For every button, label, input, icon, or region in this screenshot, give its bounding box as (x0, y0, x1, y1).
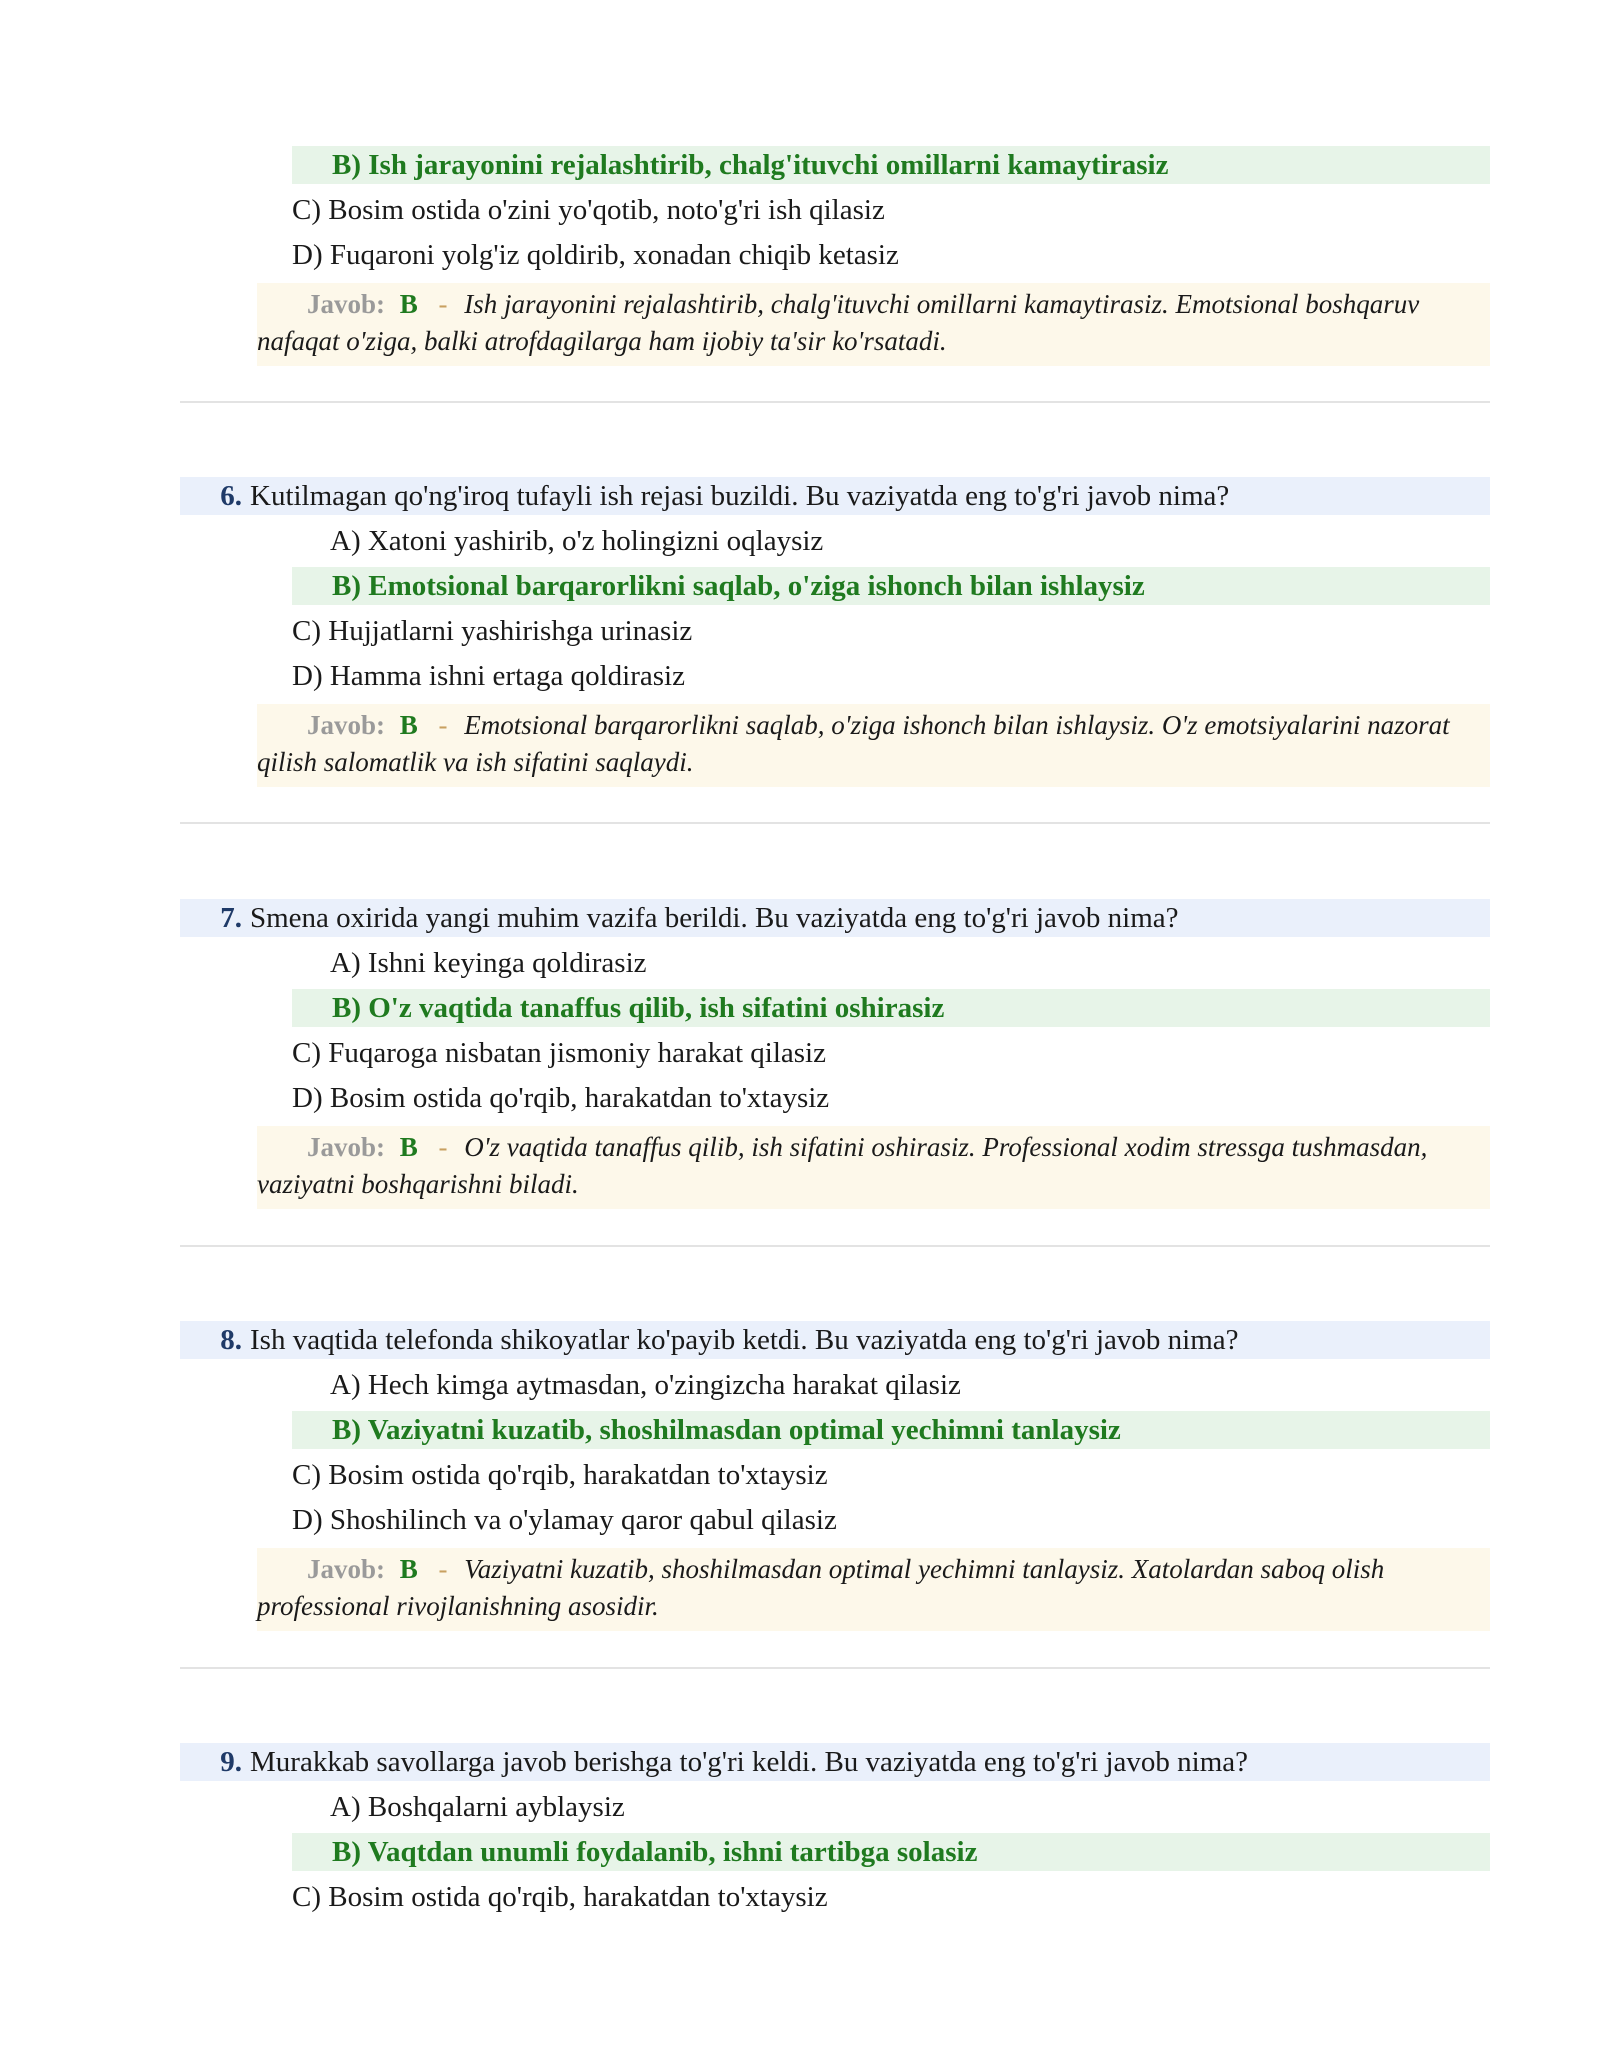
question-8 (180, 1321, 1490, 1359)
question-7 (180, 899, 1490, 937)
answer-label: Javob: (307, 1132, 386, 1162)
answer-box (257, 283, 1490, 366)
option-correct: B) Vaziyatni kuzatib, shoshilmasdan optimal yechimni tanlaysiz (292, 1411, 1490, 1449)
answer-label: Javob: (307, 1554, 386, 1584)
question-number: 7. (220, 902, 242, 934)
answer-dash: - (438, 1132, 448, 1162)
answer-dash: - (438, 289, 448, 319)
answer-dash: - (438, 710, 448, 740)
question-number: 9. (220, 1746, 242, 1778)
question-number: 8. (220, 1324, 242, 1356)
answer-explanation: Emotsional barqarorlikni saqlab, o'ziga ishonch bilan ishlaysiz. O'z emotsiyalarini nazorat qilish salomatlik va ish sifatini saqlaydi. (257, 710, 1450, 777)
divider (180, 1245, 1490, 1247)
option-correct: B) Ish jarayonini rejalashtirib, chalg'ituvchi omillarni kamaytirasiz (292, 146, 1490, 184)
answer-box (257, 704, 1490, 787)
answer-letter: B (399, 1132, 418, 1162)
answer-explanation: Ish jarayonini rejalashtirib, chalg'ituvchi omillarni kamaytirasiz. Emotsional boshqaruv nafaqat o'ziga, balki atrofdagilarga ham ijobiy ta'sir ko'rsatadi. (257, 289, 1420, 356)
question-number: 6. (220, 480, 242, 512)
option-correct: B) O'z vaqtida tanaffus qilib, ish sifatini oshirasiz (292, 989, 1490, 1027)
divider (180, 1667, 1490, 1669)
answer-label: Javob: (307, 710, 386, 740)
question-6 (180, 477, 1490, 515)
option: A) Xatoni yashirib, o'z holingizni oqlaysiz (330, 525, 824, 557)
option: D) Hamma ishni ertaga qoldirasiz (292, 660, 685, 692)
question-text: Smena oxirida yangi muhim vazifa berildi. Bu vaziyatda eng to'g'ri javob nima? (250, 902, 1179, 934)
option: C) Bosim ostida qo'rqib, harakatdan to'xtaysiz (292, 1881, 828, 1913)
option: A) Hech kimga aytmasdan, o'zingizcha harakat qilasiz (330, 1369, 961, 1401)
answer-letter: B (399, 289, 418, 319)
option: A) Ishni keyinga qoldirasiz (330, 947, 647, 979)
option: C) Bosim ostida o'zini yo'qotib, noto'g'ri ish qilasiz (292, 194, 885, 226)
answer-box (257, 1126, 1490, 1209)
answer-label: Javob: (307, 289, 386, 319)
answer-dash: - (438, 1554, 448, 1584)
option: C) Hujjatlarni yashirishga urinasiz (292, 615, 693, 647)
answer-letter: B (399, 710, 418, 740)
divider (180, 822, 1490, 824)
question-text: Kutilmagan qo'ng'iroq tufayli ish rejasi buzildi. Bu vaziyatda eng to'g'ri javob nima? (250, 480, 1230, 512)
option: D) Bosim ostida qo'rqib, harakatdan to'xtaysiz (292, 1082, 830, 1114)
option: D) Shoshilinch va o'ylamay qaror qabul qilasiz (292, 1504, 837, 1536)
question-text: Murakkab savollarga javob berishga to'g'ri keldi. Bu vaziyatda eng to'g'ri javob nima? (250, 1746, 1249, 1778)
question-text: Ish vaqtida telefonda shikoyatlar ko'payib ketdi. Bu vaziyatda eng to'g'ri javob nima? (250, 1324, 1239, 1356)
option: D) Fuqaroni yolg'iz qoldirib, xonadan chiqib ketasiz (292, 239, 899, 271)
option-correct: B) Emotsional barqarorlikni saqlab, o'ziga ishonch bilan ishlaysiz (292, 567, 1490, 605)
question-9 (180, 1743, 1490, 1781)
option: C) Fuqaroga nisbatan jismoniy harakat qilasiz (292, 1037, 826, 1069)
answer-explanation: O'z vaqtida tanaffus qilib, ish sifatini oshirasiz. Professional xodim stressga tushmasdan, vaziyatni boshqarishni biladi. (257, 1132, 1428, 1199)
divider (180, 401, 1490, 403)
option: C) Bosim ostida qo'rqib, harakatdan to'xtaysiz (292, 1459, 828, 1491)
answer-letter: B (399, 1554, 418, 1584)
answer-explanation: Vaziyatni kuzatib, shoshilmasdan optimal yechimni tanlaysiz. Xatolardan saboq olish professional rivojlanishning asosidir. (257, 1554, 1385, 1621)
option-correct: B) Vaqtdan unumli foydalanib, ishni tartibga solasiz (292, 1833, 1490, 1871)
answer-box (257, 1548, 1490, 1631)
option: A) Boshqalarni ayblaysiz (330, 1791, 625, 1823)
